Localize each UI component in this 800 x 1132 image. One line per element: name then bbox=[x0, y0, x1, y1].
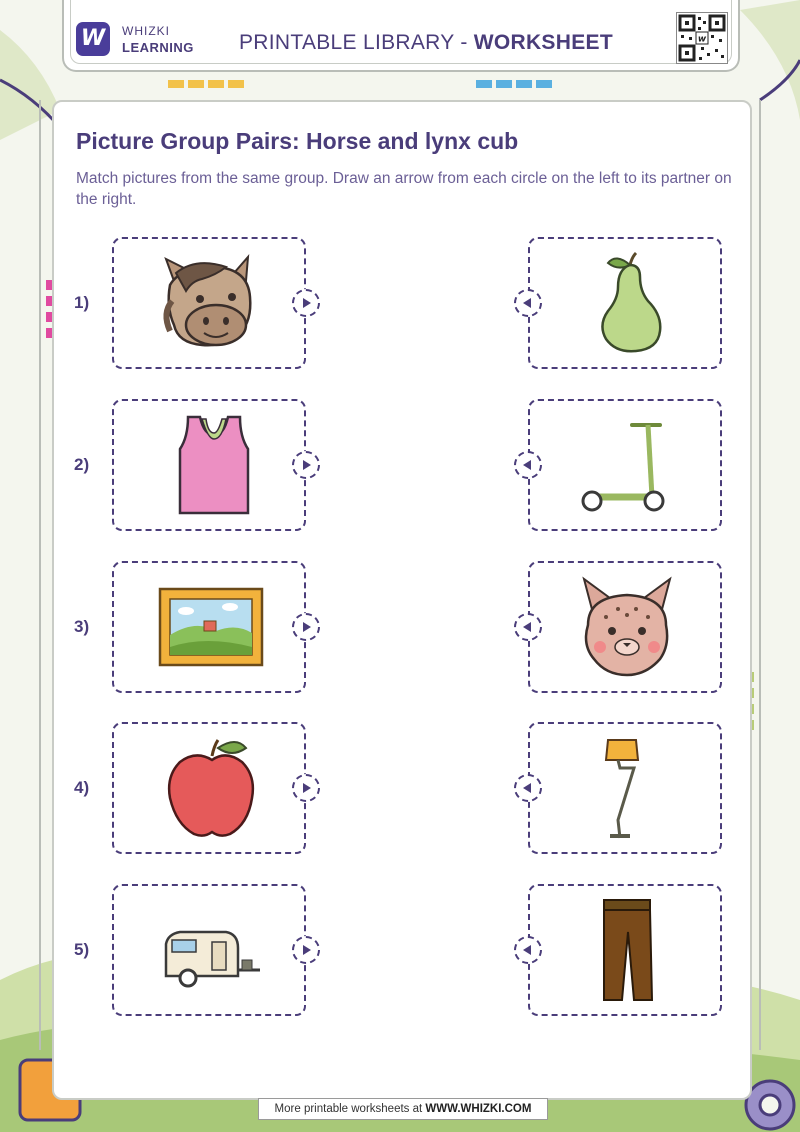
row-number: 3) bbox=[74, 617, 90, 636]
play-arrow-icon bbox=[294, 453, 318, 477]
left-picture-box bbox=[112, 561, 306, 693]
right-picture-box bbox=[528, 884, 722, 1016]
brand-name: WHIZKI bbox=[122, 24, 170, 38]
left-picture-box bbox=[112, 237, 306, 369]
right-picture-box bbox=[528, 237, 722, 369]
right-picture-box bbox=[528, 399, 722, 531]
header-title-bold: WORKSHEET bbox=[473, 31, 613, 54]
right-match-circle[interactable] bbox=[514, 451, 542, 479]
left-match-circle[interactable] bbox=[292, 451, 320, 479]
header-bar bbox=[62, 0, 740, 72]
header-title bbox=[239, 31, 613, 55]
footer-banner bbox=[258, 1098, 548, 1120]
right-picture-box bbox=[528, 561, 722, 693]
trousers-picture bbox=[572, 898, 682, 1002]
worksheet-instructions: Match pictures from the same group. Draw an arrow from each circle on the left to its partner on the right. bbox=[76, 170, 732, 208]
footer-link[interactable]: WWW.WHIZKI.COM bbox=[425, 1103, 532, 1115]
kick-scooter-picture bbox=[572, 413, 682, 517]
play-arrow-icon bbox=[294, 291, 318, 315]
left-match-circle[interactable] bbox=[292, 289, 320, 317]
tank-top-picture bbox=[156, 413, 266, 517]
row-number: 5) bbox=[74, 940, 90, 959]
pear-picture bbox=[572, 251, 682, 355]
right-picture-box bbox=[528, 722, 722, 854]
play-arrow-icon bbox=[294, 776, 318, 800]
left-arrow-icon bbox=[516, 938, 540, 962]
left-match-circle[interactable] bbox=[292, 613, 320, 641]
lynx-cub-head-picture bbox=[572, 575, 682, 679]
row-number: 4) bbox=[74, 778, 90, 797]
left-match-circle[interactable] bbox=[292, 774, 320, 802]
left-arrow-icon bbox=[516, 453, 540, 477]
whizki-logo-icon: W bbox=[76, 22, 110, 56]
left-picture-box bbox=[112, 884, 306, 1016]
brand-subname: LEARNING bbox=[122, 40, 194, 55]
left-picture-box bbox=[112, 722, 306, 854]
footer-text: More printable worksheets at bbox=[274, 1103, 426, 1115]
svg-text:w: w bbox=[697, 34, 707, 45]
horse-head-picture bbox=[156, 251, 266, 355]
right-match-circle[interactable] bbox=[514, 774, 542, 802]
right-match-circle[interactable] bbox=[514, 289, 542, 317]
left-match-circle[interactable] bbox=[292, 936, 320, 964]
row-number: 2) bbox=[74, 455, 90, 474]
worksheet-title: Picture Group Pairs: Horse and lynx cub bbox=[76, 128, 519, 154]
left-arrow-icon bbox=[516, 776, 540, 800]
floor-lamp-picture bbox=[572, 736, 682, 840]
qr-code-icon bbox=[676, 12, 728, 64]
left-arrow-icon bbox=[516, 615, 540, 639]
play-arrow-icon bbox=[294, 615, 318, 639]
left-arrow-icon bbox=[516, 291, 540, 315]
framed-landscape-painting-picture bbox=[156, 575, 266, 679]
play-arrow-icon bbox=[294, 938, 318, 962]
left-picture-box bbox=[112, 399, 306, 531]
apple-picture bbox=[156, 736, 266, 840]
camper-trailer-picture bbox=[156, 898, 266, 1002]
header-title-light: PRINTABLE LIBRARY - bbox=[239, 31, 474, 54]
right-match-circle[interactable] bbox=[514, 936, 542, 964]
row-number: 1) bbox=[74, 293, 90, 312]
right-match-circle[interactable] bbox=[514, 613, 542, 641]
